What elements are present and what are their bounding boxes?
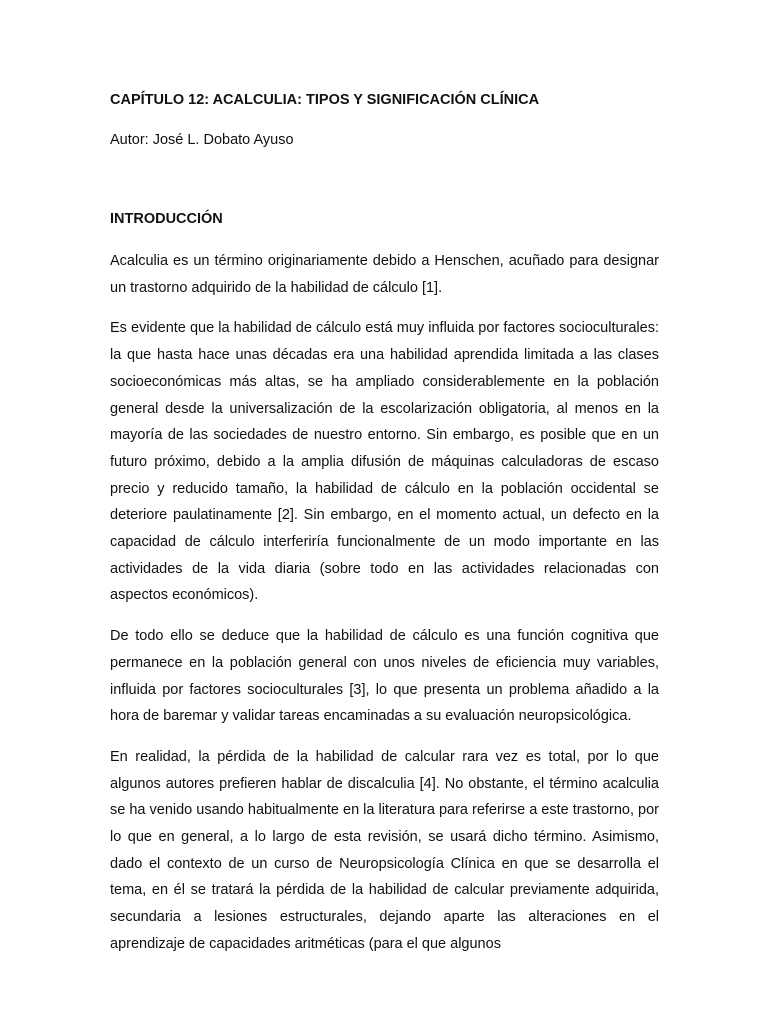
author-line: Autor: José L. Dobato Ayuso	[110, 132, 294, 148]
chapter-title: CAPÍTULO 12: ACALCULIA: TIPOS Y SIGNIFICACIÓN CLÍNICA	[110, 92, 540, 108]
document-body	[110, 88, 659, 958]
paragraph-3: De todo ello se deduce que la habilidad de cálculo es una función cognitiva que permanece en la población general con unos niveles de eficiencia muy variables, influida por factores socioculturales [3], lo que presenta un problema añadido a la hora de baremar y validar tareas encaminadas a su evaluación neuropsicológica.	[110, 628, 659, 725]
section-heading-introduccion: INTRODUCCIÓN	[110, 211, 223, 227]
paragraph-4: En realidad, la pérdida de la habilidad de calcular rara vez es total, por lo que algunos autores prefieren hablar de discalculia [4]. No obstante, el término acalculia se ha venido usando habitualmente en la literatura para referirse a este trastorno, por lo que en general, a lo largo de esta revisión, se usará dicho término. Asimismo, dado el contexto de un curso de Neuropsicología Clínica en que se desarrolla el tema, en él se tratará la pérdida de la habilidad de calcular previamente adquirida, secundaria a lesiones estructurales, dejando aparte las alteraciones en el aprendizaje de capacidades aritméticas (para el que algunos	[110, 748, 659, 952]
paragraph-2: Es evidente que la habilidad de cálculo está muy influida por factores socioculturales: la que hasta hace unas décadas era una habilidad aprendida limitada a las clases socioeconómicas más altas, se ha ampliado considerablemente en la población general desde la universalización de la escolarización obligatoria, al menos en la mayoría de las sociedades de nuestro entorno. Sin embargo, es posible que en un futuro próximo, debido a la amplia difusión de máquinas calculadoras de escaso precio y reducido tamaño, la habilidad de cálculo en la población occidental se deteriore paulatinamente [2]. Sin embargo, en el momento actual, un defecto en la capacidad de cálculo interferiría funcionalmente de un modo importante en las actividades de la vida diaria (sobre todo en las actividades relacionadas con aspectos económicos).	[110, 320, 659, 604]
paragraph-1: Acalculia es un término originariamente debido a Henschen, acuñado para designar un trastorno adquirido de la habilidad de cálculo [1].	[110, 253, 659, 296]
